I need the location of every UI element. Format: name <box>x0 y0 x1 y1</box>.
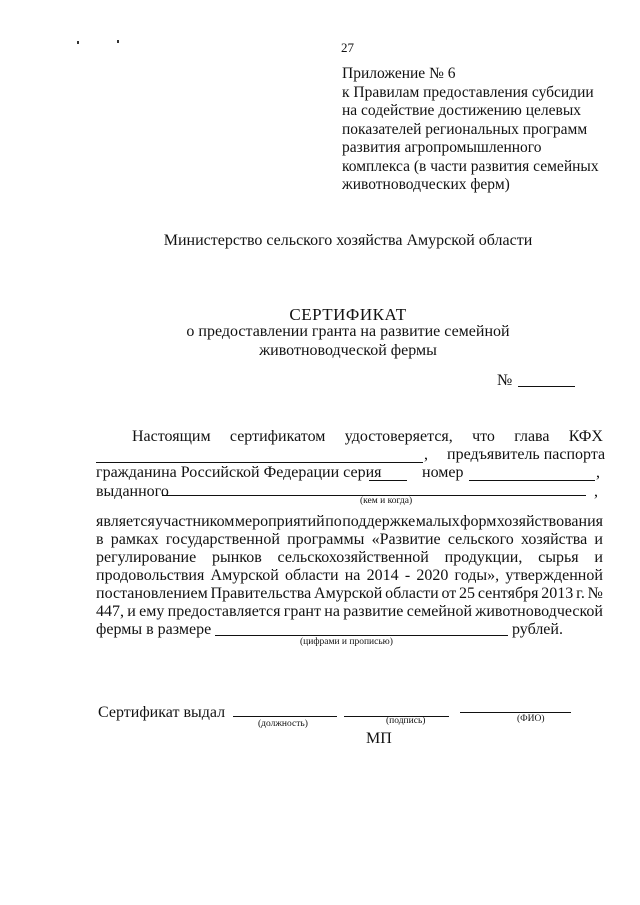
issued-by-label: выданного <box>96 483 169 500</box>
paragraph-word: сельскохозяйственной <box>277 549 429 566</box>
paragraph-line <box>96 549 603 567</box>
paragraph-word: «Развитие <box>371 531 441 548</box>
paragraph-word: хозяйства <box>521 531 588 548</box>
paragraph-word: регулирование <box>96 549 197 566</box>
paragraph-word: 2014 <box>366 567 399 584</box>
paragraph-word: животноводческой <box>475 603 603 620</box>
issued-by-hint: (кем и когда) <box>360 496 413 506</box>
paragraph-word: утвержденной <box>505 567 603 584</box>
position-hint: (должность) <box>258 719 308 729</box>
certificate-subtitle: о предоставлении гранта на развитие семейной <box>186 323 510 340</box>
passport-series-label: гражданина Российской Федерации серия <box>96 464 382 481</box>
comma: , <box>596 464 600 481</box>
paragraph-word: программы <box>287 531 365 548</box>
paragraph-line <box>96 531 603 549</box>
paragraph-word: 447, <box>96 603 124 620</box>
certificate-title: СЕРТИФИКАТ <box>289 305 407 324</box>
paragraph-word: грант <box>283 603 321 620</box>
page-number: 27 <box>341 40 354 55</box>
certificate-number-field[interactable] <box>518 386 575 387</box>
scan-speck <box>77 41 79 44</box>
paragraph-word: области <box>285 567 339 584</box>
paragraph-line <box>96 585 603 603</box>
grant-amount-field[interactable] <box>215 635 508 636</box>
paragraph-line <box>96 567 603 585</box>
paragraph-line <box>96 603 603 621</box>
paragraph-word: области <box>385 585 439 602</box>
passport-number-label: номер <box>422 464 464 481</box>
paragraph-word: на <box>344 567 361 584</box>
paragraph-word: Правительства <box>210 585 312 602</box>
paragraph-word: Амурской <box>210 567 279 584</box>
paragraph-word: сентября <box>477 585 539 602</box>
body-word: удостоверяется, <box>344 428 453 445</box>
body-word: что <box>472 428 495 445</box>
paragraph-word: по <box>325 513 342 530</box>
full-name-hint: (ФИО) <box>517 714 545 724</box>
signature-hint: (подпись) <box>386 716 426 726</box>
paragraph-word: рамках <box>110 531 159 548</box>
certificate-number-label: № <box>497 372 513 389</box>
paragraph-word: 25 <box>459 585 476 602</box>
body-word: Настоящим <box>132 428 211 445</box>
paragraph-word: № <box>587 585 603 602</box>
paragraph-word: 2013 <box>541 585 574 602</box>
grant-amount-hint: (цифрами и прописью) <box>300 637 393 647</box>
body-line-1 <box>132 428 603 446</box>
paragraph-word: продовольствия <box>96 567 205 584</box>
passport-number-field[interactable] <box>469 480 595 481</box>
paragraph-word: участником <box>155 513 235 530</box>
appendix-line: к Правилам предоставления субсидии <box>342 83 594 101</box>
paragraph-word: Амурской <box>314 585 383 602</box>
paragraph-word: и <box>594 531 603 548</box>
grant-amount-unit: рублей. <box>512 621 563 638</box>
grant-amount-label: фермы в размере <box>96 621 212 638</box>
paragraph-word: малых <box>415 513 460 530</box>
paragraph-word: продукции, <box>444 549 523 566</box>
head-name-field[interactable] <box>96 462 423 463</box>
comma: , <box>594 483 598 500</box>
appendix-line: Приложение № 6 <box>342 65 456 82</box>
paragraph-word: ему <box>139 603 165 620</box>
scan-speck <box>117 40 119 43</box>
full-name-field[interactable] <box>460 712 571 713</box>
paragraph-word: - <box>404 567 411 584</box>
paragraph-word: поддержке <box>342 513 416 530</box>
paragraph-word: семейной <box>406 603 472 620</box>
comma: , <box>424 446 428 463</box>
paragraph-word: г. <box>576 585 585 602</box>
paragraph-line <box>96 513 603 531</box>
paragraph-word: годы», <box>454 567 500 584</box>
passport-series-field[interactable] <box>369 480 407 481</box>
paragraph-word: сельского <box>447 531 514 548</box>
paragraph-word: является <box>96 513 155 530</box>
paragraph-word: от <box>441 585 457 602</box>
appendix-line: развития агропромышленного <box>342 139 542 156</box>
paragraph-word: и <box>594 549 603 566</box>
appendix-line: показателей региональных программ <box>342 120 588 138</box>
paragraph-word: хозяйствования <box>496 513 603 530</box>
passport-holder-text: предъявитель паспорта <box>447 446 606 463</box>
paragraph-word: рынков <box>211 549 262 566</box>
appendix-line: на содействие достижению целевых <box>342 102 581 119</box>
certificate-subtitle: животноводческой фермы <box>259 342 437 359</box>
paragraph-word: сырья <box>538 549 579 566</box>
paragraph-word: на <box>324 603 340 620</box>
paragraph-word: форм <box>460 513 497 530</box>
paragraph-word: развитие <box>343 603 404 620</box>
body-word: глава <box>514 428 550 445</box>
paragraph-word: постановлением <box>96 585 208 602</box>
paragraph-word: мероприятий <box>234 513 325 530</box>
paragraph-word: в <box>96 531 104 548</box>
paragraph-word: государственной <box>165 531 280 548</box>
appendix-line: комплекса (в части развития семейных <box>342 157 599 175</box>
paragraph-word: 2020 <box>416 567 449 584</box>
ministry-name: Министерство сельского хозяйства Амурской области <box>163 232 533 249</box>
body-word: сертификатом <box>229 428 326 445</box>
paragraph-word: и <box>127 603 136 620</box>
issued-by-signature-label: Сертификат выдал <box>98 704 226 721</box>
position-field[interactable] <box>233 716 337 717</box>
stamp-label: МП <box>366 730 392 747</box>
paragraph-word: предоставляется <box>167 603 281 620</box>
appendix-line: животноводческих ферм) <box>342 176 510 193</box>
appendix-block <box>342 65 599 195</box>
body-word: КФХ <box>568 428 603 445</box>
